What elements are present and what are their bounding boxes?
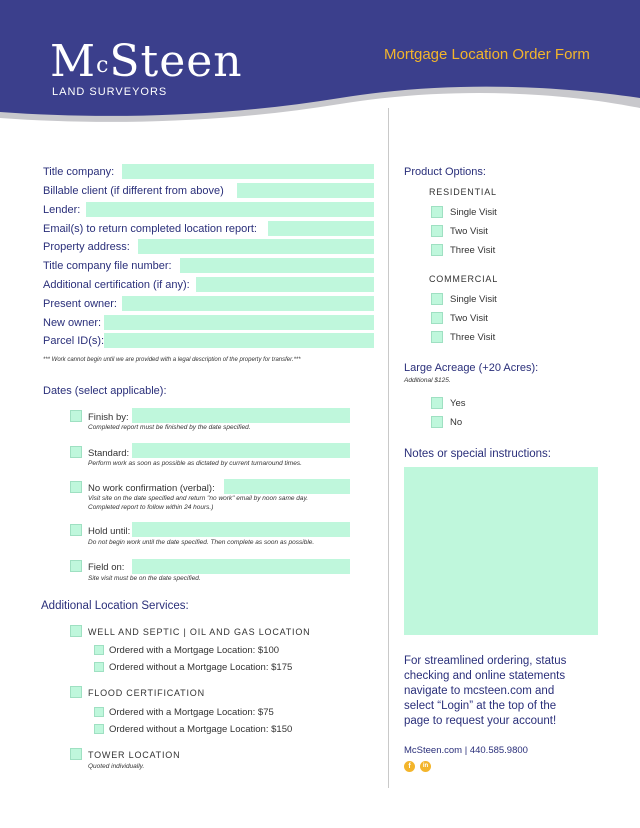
well-without-mortgage-label: Ordered without a Mortgage Location: $175 — [109, 662, 293, 673]
flood-with-mortgage-checkbox[interactable] — [94, 707, 104, 717]
new-owner-input[interactable] — [104, 315, 374, 330]
large-acreage-yes-checkbox[interactable] — [431, 397, 443, 409]
no-work-confirmation-label: No work confirmation (verbal): — [88, 483, 215, 494]
flood-with-mortgage-label: Ordered with a Mortgage Location: $75 — [109, 707, 274, 718]
notes-heading: Notes or special instructions: — [404, 448, 552, 460]
residential-two-visit-checkbox[interactable] — [431, 225, 443, 237]
field-label-email: Email(s) to return completed location report: — [43, 223, 257, 235]
field-on-note: Site visit must be on the date specified. — [88, 575, 201, 582]
promo-text — [404, 654, 566, 729]
field-label-billable-client: Billable client (if different from above) — [43, 185, 224, 197]
tower-location-note: Quoted individually. — [88, 763, 145, 770]
large-acreage-yes-label: Yes — [450, 398, 466, 409]
field-label-present-owner: Present owner: — [43, 298, 117, 310]
finish-by-note: Completed report must be finished by the date specified. — [88, 424, 251, 431]
facebook-icon[interactable]: f — [404, 761, 415, 772]
field-label-file-number: Title company file number: — [43, 260, 172, 272]
email-input[interactable] — [268, 221, 374, 236]
no-work-confirmation-checkbox[interactable] — [70, 481, 82, 493]
column-divider — [388, 108, 389, 788]
hold-until-label: Hold until: — [88, 526, 131, 537]
finish-by-date-input[interactable] — [132, 408, 350, 423]
commercial-two-visit-checkbox[interactable] — [431, 312, 443, 324]
well-without-mortgage-checkbox[interactable] — [94, 662, 104, 672]
large-acreage-no-label: No — [450, 417, 463, 428]
residential-three-visit-label: Three Visit — [450, 245, 496, 256]
lender-input[interactable] — [86, 202, 374, 217]
commercial-label: COMMERCIAL — [429, 274, 499, 284]
brand-tagline: LAND SURVEYORS — [52, 86, 168, 98]
residential-single-visit-checkbox[interactable] — [431, 206, 443, 218]
promo-line-5: page to request your account! — [404, 715, 557, 727]
services-heading: Additional Location Services: — [41, 600, 189, 612]
tower-location-label: TOWER LOCATION — [88, 750, 181, 760]
field-label-lender: Lender: — [43, 204, 81, 216]
large-acreage-heading: Large Acreage (+20 Acres): — [404, 362, 539, 374]
promo-line-2: checking and online statements — [404, 670, 566, 682]
commercial-single-visit-label: Single Visit — [450, 294, 497, 305]
no-work-confirmation-date-input[interactable] — [224, 479, 350, 494]
dates-heading: Dates (select applicable): — [43, 385, 167, 397]
notes-textarea[interactable] — [404, 467, 598, 635]
hold-until-date-input[interactable] — [132, 522, 350, 537]
product-options-heading: Product Options: — [404, 166, 486, 178]
large-acreage-no-checkbox[interactable] — [431, 416, 443, 428]
finish-by-label: Finish by: — [88, 412, 129, 423]
residential-two-visit-label: Two Visit — [450, 226, 488, 237]
residential-single-visit-label: Single Visit — [450, 207, 497, 218]
hold-until-note: Do not begin work until the date specified. Then complete as soon as possible. — [88, 539, 315, 546]
well-with-mortgage-checkbox[interactable] — [94, 645, 104, 655]
field-label-property-address: Property address: — [43, 241, 130, 253]
linkedin-icon[interactable]: in — [420, 761, 431, 772]
field-on-checkbox[interactable] — [70, 560, 82, 572]
large-acreage-note: Additional $125. — [404, 377, 451, 384]
commercial-three-visit-label: Three Visit — [450, 332, 496, 343]
commercial-three-visit-checkbox[interactable] — [431, 331, 443, 343]
flood-without-mortgage-checkbox[interactable] — [94, 724, 104, 734]
commercial-two-visit-label: Two Visit — [450, 313, 488, 324]
parcel-id-input[interactable] — [104, 333, 374, 348]
field-on-label: Field on: — [88, 562, 125, 573]
legal-note: *** Work cannot begin until we are provided with a legal description of the property for transfer.*** — [43, 357, 301, 363]
flood-without-mortgage-label: Ordered without a Mortgage Location: $150 — [109, 724, 293, 735]
hold-until-checkbox[interactable] — [70, 524, 82, 536]
finish-by-checkbox[interactable] — [70, 410, 82, 422]
standard-note: Perform work as soon as possible as dictated by current turnaround times. — [88, 460, 302, 467]
flood-certification-label: FLOOD CERTIFICATION — [88, 688, 205, 698]
field-on-date-input[interactable] — [132, 559, 350, 574]
no-work-confirmation-note-2: Completed report to follow within 24 hours.) — [88, 504, 214, 511]
billable-client-input[interactable] — [237, 183, 374, 198]
standard-date-input[interactable] — [132, 443, 350, 458]
additional-certification-input[interactable] — [196, 277, 374, 292]
brand-logo: $M^cSteen$ — [50, 36, 243, 87]
commercial-single-visit-checkbox[interactable] — [431, 293, 443, 305]
promo-line-4: select “Login” at the top of the — [404, 700, 557, 712]
well-septic-checkbox[interactable] — [70, 625, 82, 637]
property-address-input[interactable] — [138, 239, 374, 254]
field-label-title-company: Title company: — [43, 166, 115, 178]
no-work-confirmation-note: Visit site on the date specified and return "no work" email by noon same day. — [88, 495, 309, 502]
tower-location-checkbox[interactable] — [70, 748, 82, 760]
promo-line-3: navigate to mcsteen.com and — [404, 685, 555, 697]
field-label-parcel-id: Parcel ID(s): — [43, 335, 105, 347]
title-company-input[interactable] — [122, 164, 374, 179]
residential-label: RESIDENTIAL — [429, 187, 497, 197]
promo-line-1: For streamlined ordering, status — [404, 655, 567, 667]
contact-info[interactable]: McSteen.com | 440.585.9800 — [404, 745, 528, 756]
well-with-mortgage-label: Ordered with a Mortgage Location: $100 — [109, 645, 280, 656]
field-label-new-owner: New owner: — [43, 317, 102, 329]
residential-three-visit-checkbox[interactable] — [431, 244, 443, 256]
standard-checkbox[interactable] — [70, 446, 82, 458]
standard-label: Standard: — [88, 448, 130, 459]
well-septic-label: WELL AND SEPTIC | OIL AND GAS LOCATION — [88, 627, 311, 637]
present-owner-input[interactable] — [122, 296, 374, 311]
page-title: Mortgage Location Order Form — [384, 46, 590, 63]
flood-certification-checkbox[interactable] — [70, 686, 82, 698]
field-label-additional-certification: Additional certification (if any): — [43, 279, 190, 291]
file-number-input[interactable] — [180, 258, 374, 273]
